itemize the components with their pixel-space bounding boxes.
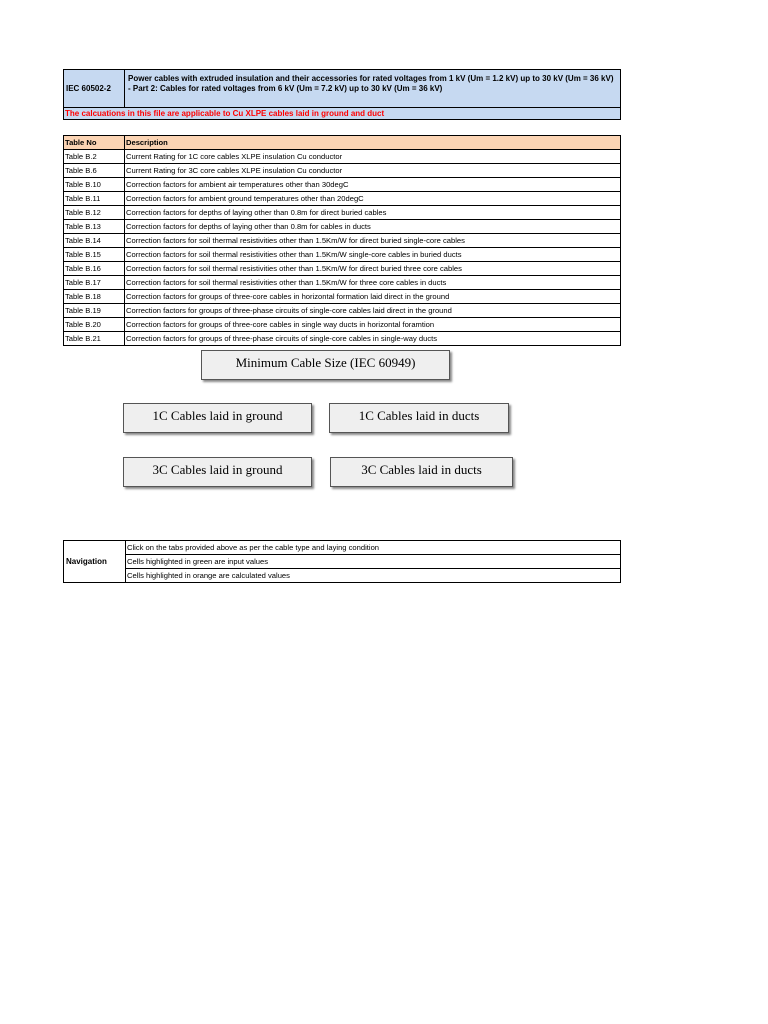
- table-number-cell: Table B.16: [64, 262, 125, 276]
- table-description-cell: Current Rating for 3C core cables XLPE insulation Cu conductor: [125, 164, 621, 178]
- table-row: [64, 164, 621, 178]
- table-description-cell: Correction factors for groups of three-core cables in single way ducts in horizontal foramtion: [125, 318, 621, 332]
- table-number-cell: Table B.20: [64, 318, 125, 332]
- table-row: [64, 192, 621, 206]
- table-number-cell: Table B.15: [64, 248, 125, 262]
- navigation-label: Navigation: [64, 541, 126, 583]
- table-description-cell: Correction factors for groups of three-phase circuits of single-core cables in single-way ducts: [125, 332, 621, 346]
- table-number-cell: Table B.14: [64, 234, 125, 248]
- table-row: [64, 318, 621, 332]
- standard-number: IEC 60502-2: [64, 70, 125, 107]
- table-description-cell: Correction factors for depths of laying other than 0.8m for cables in ducts: [125, 220, 621, 234]
- table-description-cell: Correction factors for groups of three-phase circuits of single-core cables laid direct in the ground: [125, 304, 621, 318]
- 1c-cables-ducts-button[interactable]: 1C Cables laid in ducts: [329, 403, 509, 433]
- table-header-row: [64, 136, 621, 150]
- table-row: [64, 262, 621, 276]
- table-row: [64, 248, 621, 262]
- reference-tables: [63, 135, 621, 346]
- table-description-cell: Correction factors for soil thermal resistivities other than 1.5Km/W for direct buried three core cables: [125, 262, 621, 276]
- table-number-cell: Table B.11: [64, 192, 125, 206]
- table-row: [64, 234, 621, 248]
- table-row: [64, 304, 621, 318]
- table-number-cell: Table B.2: [64, 150, 125, 164]
- table-description-cell: Correction factors for ambient ground temperatures other than 20degC: [125, 192, 621, 206]
- table-number-cell: Table B.18: [64, 290, 125, 304]
- applicability-note: The calcuations in this file are applicable to Cu XLPE cables laid in ground and duct: [63, 108, 621, 120]
- table-row: [64, 290, 621, 304]
- column-header-table-no: Table No: [64, 136, 125, 150]
- table-row: [64, 332, 621, 346]
- navigation-line: Cells highlighted in orange are calculated values: [126, 569, 621, 583]
- table-description-cell: Correction factors for groups of three-core cables in horizontal formation laid direct in the ground: [125, 290, 621, 304]
- 1c-cables-ground-button[interactable]: 1C Cables laid in ground: [123, 403, 312, 433]
- table-number-cell: Table B.17: [64, 276, 125, 290]
- table-description-cell: Correction factors for soil thermal resistivities other than 1.5Km/W for direct buried single-core cables: [125, 234, 621, 248]
- column-header-description: Description: [125, 136, 621, 150]
- table-number-cell: Table B.6: [64, 164, 125, 178]
- navigation-line: Cells highlighted in green are input values: [126, 555, 621, 569]
- table-row: [64, 220, 621, 234]
- navigation-row: [64, 569, 621, 583]
- standard-title: Power cables with extruded insulation and their accessories for rated voltages from 1 kV (Um = 1.2 kV) up to 30 kV (Um = 36 kV) - Part 2: Cables for rated voltages from 6 kV (Um = 7.2 kV) up to 30 kV (Um = 36 kV): [128, 74, 614, 93]
- table-description-cell: Correction factors for ambient air temperatures other than 30degC: [125, 178, 621, 192]
- navigation-row: [64, 555, 621, 569]
- table-row: [64, 276, 621, 290]
- table-description-cell: Correction factors for soil thermal resistivities other than 1.5Km/W for three core cables in ducts: [125, 276, 621, 290]
- table-number-cell: Table B.10: [64, 178, 125, 192]
- table-number-cell: Table B.19: [64, 304, 125, 318]
- table-description-cell: Correction factors for depths of laying other than 0.8m for direct buried cables: [125, 206, 621, 220]
- table-description-cell: Correction factors for soil thermal resistivities other than 1.5Km/W single-core cables in buried ducts: [125, 248, 621, 262]
- navigation-line: Click on the tabs provided above as per the cable type and laying condition: [126, 541, 621, 555]
- table-number-cell: Table B.13: [64, 220, 125, 234]
- navigation-table: [63, 540, 621, 583]
- table-number-cell: Table B.12: [64, 206, 125, 220]
- 3c-cables-ground-button[interactable]: 3C Cables laid in ground: [123, 457, 312, 487]
- minimum-cable-size-button[interactable]: Minimum Cable Size (IEC 60949): [201, 350, 450, 380]
- table-row: [64, 206, 621, 220]
- standard-header: [63, 69, 621, 108]
- 3c-cables-ducts-button[interactable]: 3C Cables laid in ducts: [330, 457, 513, 487]
- navigation-row: [64, 541, 621, 555]
- table-number-cell: Table B.21: [64, 332, 125, 346]
- table-description-cell: Current Rating for 1C core cables XLPE insulation Cu conductor: [125, 150, 621, 164]
- table-row: [64, 178, 621, 192]
- table-row: [64, 150, 621, 164]
